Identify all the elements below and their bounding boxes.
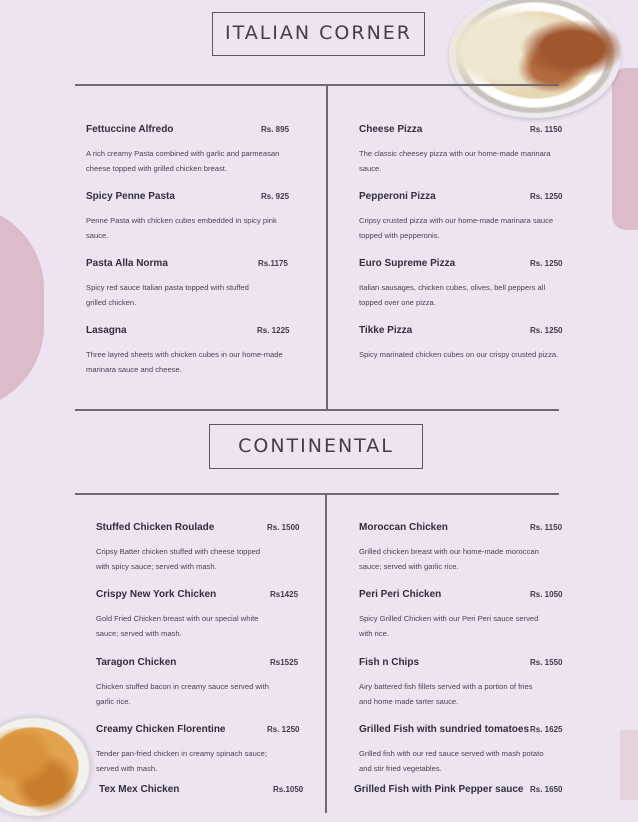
item-price: Rs. 1250	[530, 326, 563, 335]
menu-item	[96, 724, 318, 776]
item-name: Fettuccine Alfredo	[86, 124, 174, 135]
item-name: Fish n Chips	[359, 657, 419, 668]
item-description: Cripsy Batter chicken stuffed with cheese topped	[96, 547, 261, 556]
divider-middle	[75, 409, 559, 411]
item-name: Lasagna	[86, 325, 127, 336]
item-description: sauce; served with mash.	[96, 629, 182, 638]
item-price: Rs. 1150	[530, 125, 563, 134]
item-description: Penne Pasta with chicken cubes embedded in spicy pink	[86, 216, 277, 225]
menu-item	[86, 325, 326, 377]
item-name: Crispy New York Chicken	[96, 589, 217, 600]
item-price: Rs. 1550	[530, 658, 563, 667]
item-name: Spicy Penne Pasta	[86, 191, 175, 202]
section-title-italian-corner: ITALIAN CORNER	[212, 12, 425, 56]
item-price: Rs. 1050	[530, 590, 563, 599]
item-price: Rs1425	[270, 590, 299, 599]
item-name: Pasta Alla Norma	[86, 258, 168, 269]
item-description: Three layred sheets with chicken cubes in our home-made	[86, 350, 283, 359]
item-name: Moroccan Chicken	[359, 522, 448, 533]
divider-continental	[75, 493, 559, 495]
item-price: Rs. 1650	[530, 785, 563, 794]
menu-item	[86, 258, 318, 310]
item-description: Spicy Grilled Chicken with our Peri Peri sauce served	[359, 614, 539, 623]
menu-item	[99, 784, 321, 800]
item-description: Chicken stuffed bacon in creamy sauce served with	[96, 682, 269, 691]
decorative-shape-right	[612, 68, 638, 230]
menu-item	[359, 191, 599, 243]
item-description: and home made tarter sauce.	[359, 697, 459, 706]
item-description: with spicy sauce; served with mash.	[96, 562, 217, 571]
pasta-plate-image	[449, 0, 621, 118]
menu-item	[96, 657, 318, 709]
item-price: Rs. 895	[261, 125, 290, 134]
item-description: sauce.	[86, 231, 109, 240]
item-name: Cheese Pizza	[359, 124, 423, 135]
item-description: The classic cheesey pizza with our home-made marinara	[359, 149, 551, 158]
item-price: Rs. 1150	[530, 523, 563, 532]
item-price: Rs. 925	[261, 192, 290, 201]
item-description: sauce.	[359, 164, 382, 173]
menu-item	[359, 657, 599, 709]
item-name: Peri Peri Chicken	[359, 589, 442, 600]
menu-item	[359, 124, 599, 176]
item-description: marinara sauce and cheese.	[86, 365, 182, 374]
menu-item	[96, 522, 318, 574]
item-name: Grilled Fish with Pink Pepper sauce	[354, 784, 524, 795]
item-description: sauce; served with garlic rice.	[359, 562, 459, 571]
fried-chicken-plate-image	[0, 712, 96, 822]
item-name: Pepperoni Pizza	[359, 191, 436, 202]
divider-top	[75, 84, 559, 86]
item-name: Grilled Fish with sundried tomatoes	[359, 724, 530, 735]
item-description: and stir fried vegetables.	[359, 764, 442, 773]
item-price: Rs. 1500	[267, 523, 300, 532]
item-price: Rs. 1225	[257, 326, 290, 335]
item-name: Tex Mex Chicken	[99, 784, 180, 795]
item-description: A rich creamy Pasta combined with garlic and parmeasan	[86, 149, 280, 158]
item-description: Grilled fish with our red sauce served with mash potato	[359, 749, 544, 758]
item-description: cheese topped with grilled chicken breast.	[86, 164, 227, 173]
menu-item	[359, 589, 599, 641]
item-description: topped over one pizza.	[359, 298, 436, 307]
item-description: Spicy marinated chicken cubes on our crispy crusted pizza.	[359, 350, 559, 359]
item-price: Rs. 1250	[530, 259, 563, 268]
item-description: served with mash.	[96, 764, 158, 773]
item-price: Rs. 1250	[267, 725, 300, 734]
item-price: Rs1525	[270, 658, 299, 667]
item-name: Stuffed Chicken Roulade	[96, 522, 215, 533]
menu-item	[359, 522, 599, 574]
item-price: Rs.1175	[258, 259, 288, 268]
menu-item	[86, 124, 318, 176]
item-description: Tender pan-fried chicken in creamy spinach sauce;	[96, 749, 267, 758]
menu-item	[359, 724, 604, 776]
section-title-continental: CONTINENTAL	[209, 424, 423, 469]
item-description: Italian sausages, chicken cubes, olives, bell peppers all	[359, 283, 546, 292]
item-price: Rs. 1625	[530, 725, 563, 734]
divider-vertical-continental	[325, 493, 327, 813]
item-name: Taragon Chicken	[96, 657, 177, 668]
item-description: with rice.	[359, 629, 389, 638]
item-name: Creamy Chicken Florentine	[96, 724, 226, 735]
item-description: garlic rice.	[96, 697, 131, 706]
divider-vertical-italian	[326, 84, 328, 411]
decorative-shape-left	[0, 205, 44, 410]
item-name: Tikke Pizza	[359, 325, 413, 336]
item-description: grilled chicken.	[86, 298, 137, 307]
menu-item	[96, 589, 318, 641]
menu-item	[354, 784, 604, 800]
item-description: Airy battered fish fillets served with a portion of fries	[359, 682, 533, 691]
item-price: Rs. 1250	[530, 192, 563, 201]
item-description: Spicy red sauce Italian pasta topped with stuffed	[86, 283, 249, 292]
item-description: Grilled chicken breast with our home-made moroccan	[359, 547, 539, 556]
item-description: Gold Fried Chicken breast with our special white	[96, 614, 259, 623]
item-price: Rs.1050	[273, 785, 304, 794]
item-description: topped with pepperonis.	[359, 231, 440, 240]
menu-item	[359, 258, 599, 310]
menu-item	[359, 325, 604, 362]
item-name: Euro Supreme Pizza	[359, 258, 456, 269]
menu-item	[86, 191, 318, 243]
item-description: Cripsy crusted pizza with our home-made marinara sauce	[359, 216, 554, 225]
decorative-shape-bottom-right	[620, 730, 638, 800]
